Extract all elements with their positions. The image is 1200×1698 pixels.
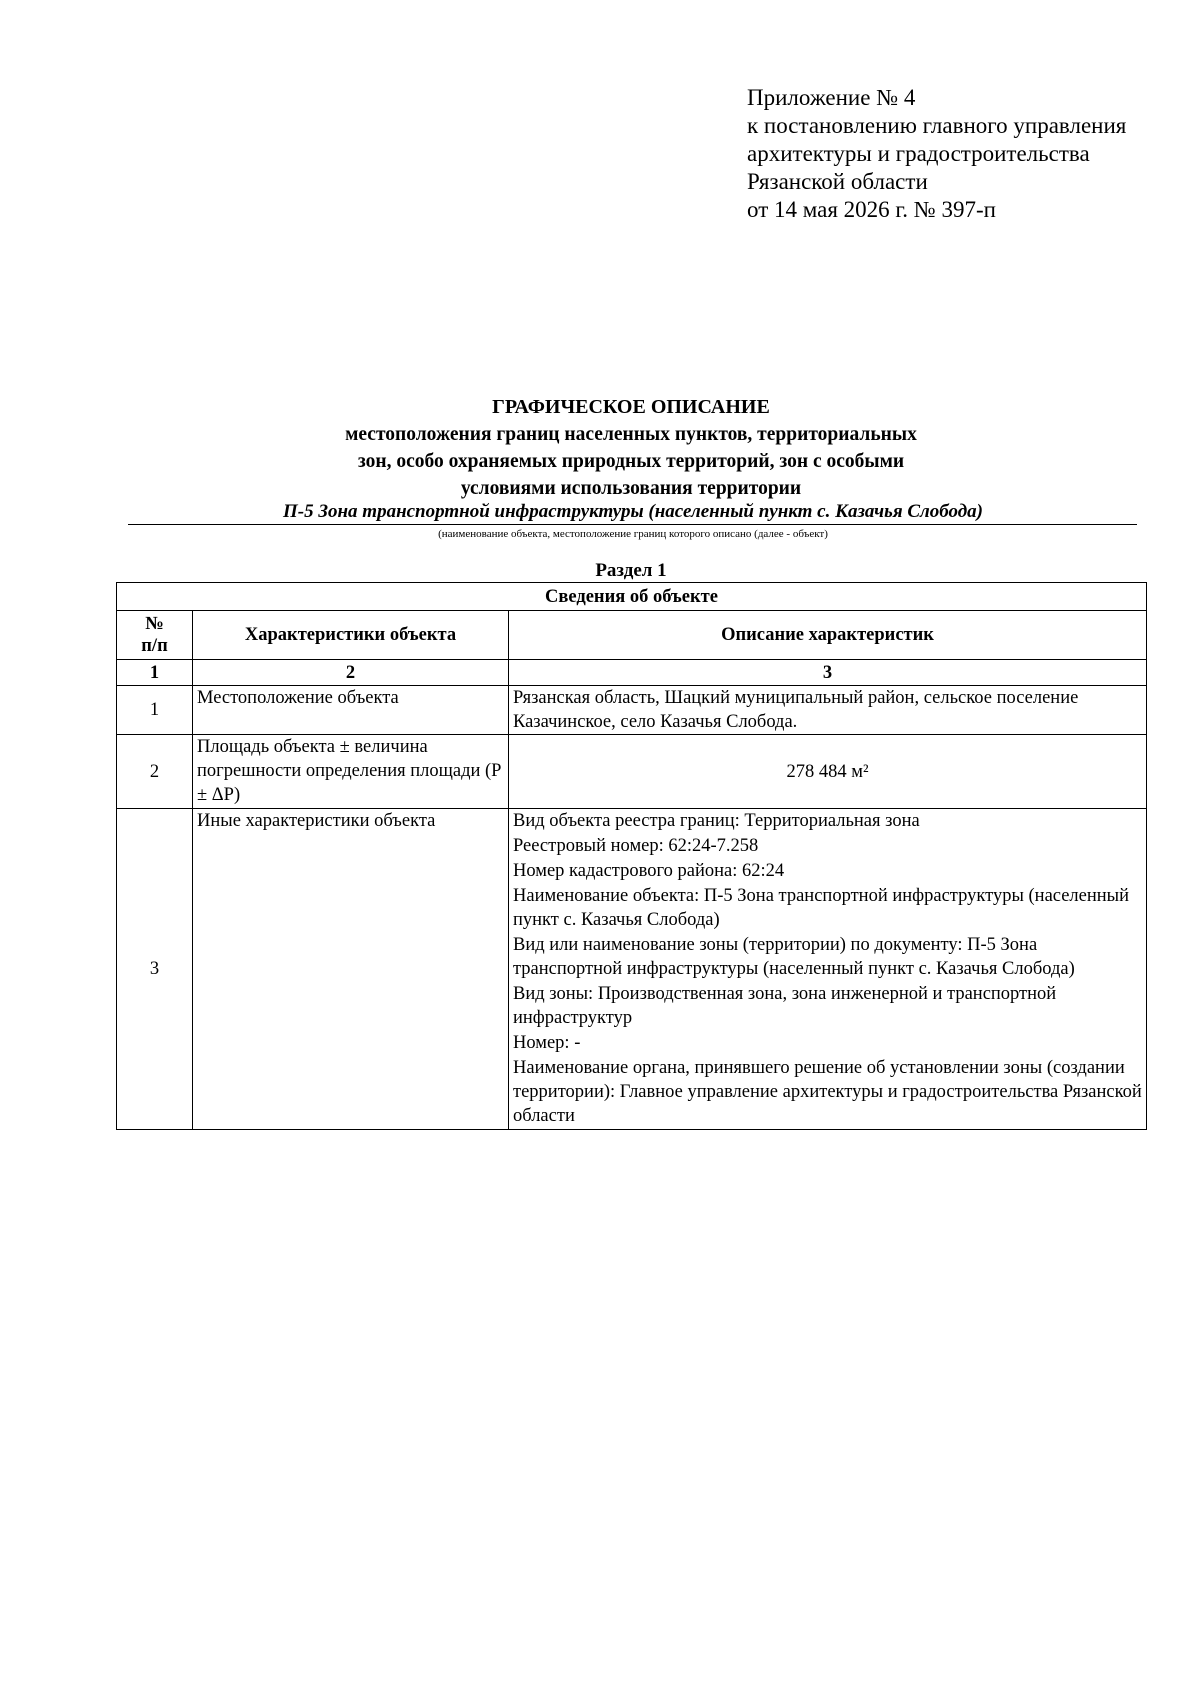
description-line: Вид объекта реестра границ: Территориальная зона bbox=[513, 811, 920, 831]
row-description: 278 484 м² bbox=[509, 735, 1147, 809]
column-header-description: Описание характеристик bbox=[509, 611, 1147, 660]
row-number: 1 bbox=[117, 686, 193, 735]
column-header-number-text: № п/п bbox=[141, 614, 168, 656]
table-row bbox=[117, 686, 1147, 735]
column-numbers-row bbox=[117, 660, 1147, 686]
description-line: Вид или наименование зоны (территории) по документу: П-5 Зона транспортной инфраструктуры (населенный пункт с. Казачья Слобода) bbox=[513, 935, 1075, 979]
table-title: Сведения об объекте bbox=[117, 583, 1147, 611]
row-characteristic: Площадь объекта ± величина погрешности определения площади (P ± ΔP) bbox=[193, 735, 509, 809]
appendix-header bbox=[747, 84, 1126, 224]
section-title: Раздел 1 bbox=[595, 560, 667, 581]
appendix-line: к постановлению главного управления bbox=[747, 113, 1127, 138]
table-row bbox=[117, 735, 1147, 809]
appendix-line: Рязанской области bbox=[747, 169, 928, 194]
row-number: 2 bbox=[117, 735, 193, 809]
appendix-line: Приложение № 4 bbox=[747, 85, 916, 110]
description-line: Номер кадастрового района: 62:24 bbox=[513, 861, 785, 881]
document-subtitle-line: местоположения границ населенных пунктов, территориальных bbox=[345, 424, 917, 445]
description-line: Вид зоны: Производственная зона, зона инженерной и транспортной инфраструктур bbox=[513, 984, 1057, 1028]
appendix-line: от 14 мая 2026 г. № 397-п bbox=[747, 197, 996, 222]
table-title-row bbox=[117, 583, 1147, 611]
row-description bbox=[509, 809, 1147, 1130]
row-characteristic: Иные характеристики объекта bbox=[193, 809, 509, 1130]
row-characteristic: Местоположение объекта bbox=[193, 686, 509, 735]
document-subtitle-line: зон, особо охраняемых природных территорий, зон с особыми bbox=[357, 451, 905, 472]
document-title: ГРАФИЧЕСКОЕ ОПИСАНИЕ bbox=[492, 396, 770, 418]
description-line: Номер: - bbox=[513, 1033, 581, 1053]
column-number: 2 bbox=[193, 660, 509, 686]
column-header-characteristic: Характеристики объекта bbox=[193, 611, 509, 660]
row-description: Рязанская область, Шацкий муниципальный район, сельское поселение Казачинское, село Казачья Слобода. bbox=[509, 686, 1147, 735]
description-line: Реестровый номер: 62:24-7.258 bbox=[513, 836, 759, 856]
row-number: 3 bbox=[117, 809, 193, 1130]
appendix-line: архитектуры и градостроительства bbox=[747, 141, 1090, 166]
table-header-row bbox=[117, 611, 1147, 660]
document-subtitle-line: условиями использования территории bbox=[460, 478, 802, 499]
object-info-table bbox=[116, 582, 1147, 1130]
column-header-number bbox=[117, 611, 193, 660]
column-number: 3 bbox=[509, 660, 1147, 686]
description-line: Наименование органа, принявшего решение об установлении зоны (создании территории): Главное управление архитектуры и градостроительства Рязанской области bbox=[513, 1058, 1142, 1126]
table-row bbox=[117, 809, 1147, 1130]
object-name: П-5 Зона транспортной инфраструктуры (населенный пункт с. Казачья Слобода) bbox=[282, 501, 984, 522]
description-line: Наименование объекта: П-5 Зона транспортной инфраструктуры (населенный пункт с. Казачья Слобода) bbox=[513, 886, 1130, 930]
document-title-block bbox=[0, 394, 1200, 502]
object-caption: (наименование объекта, местоположение границ которого описано (далее - объект) bbox=[438, 528, 828, 540]
column-number: 1 bbox=[117, 660, 193, 686]
object-name-underline bbox=[128, 524, 1137, 525]
